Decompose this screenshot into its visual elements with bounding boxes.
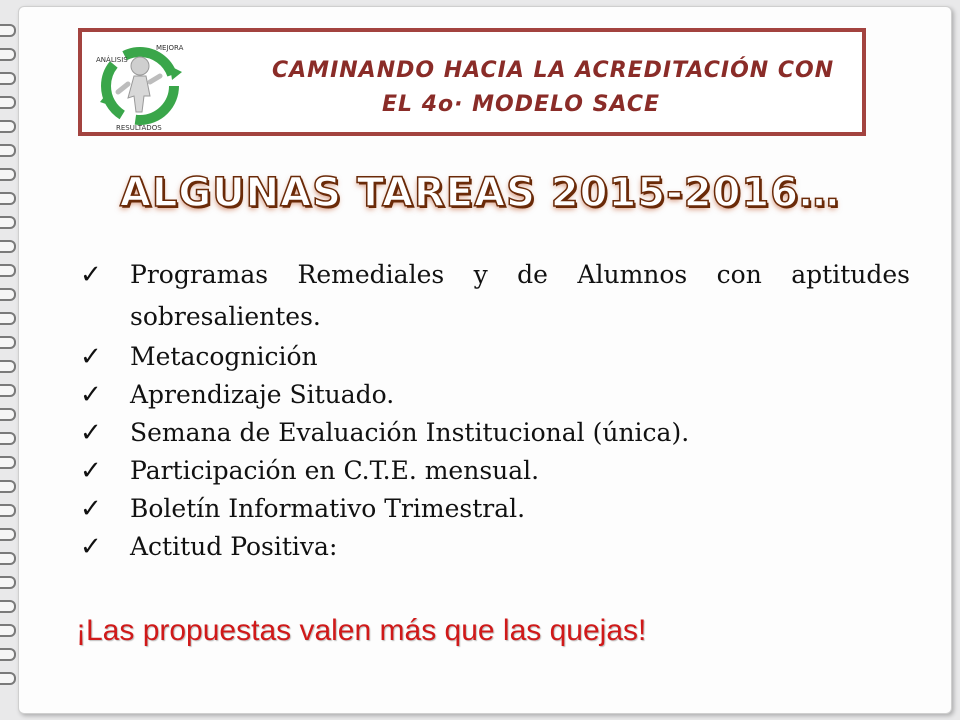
banner-title-line1: CAMINANDO HACIA LA ACREDITACIÓN CON [272,58,835,83]
list-item-text: Metacognición [130,342,318,371]
checkmark-icon: ✓ [80,532,102,562]
checkmark-icon: ✓ [80,494,102,524]
binder-rings [0,0,16,720]
list-item [74,490,910,528]
checkmark-icon: ✓ [80,418,102,448]
list-item-text: Participación en C.T.E. mensual. [130,456,540,485]
list-item-text: Semana de Evaluación Institucional (única). [130,418,690,447]
slide-title: ALGUNAS TAREAS 2015-2016… [119,170,841,216]
checkmark-icon: ✓ [80,260,102,290]
list-item [74,452,910,490]
task-list [74,254,910,566]
list-item-text: Boletín Informativo Trimestral. [130,494,526,523]
logo-word-analisis: ANÁLISIS [96,56,128,64]
checkmark-icon: ✓ [80,380,102,410]
sace-logo-icon [90,36,190,132]
banner-title-line2: EL 4o· MODELO SACE [382,92,660,117]
header-banner [78,28,866,136]
list-item-text: Programas Remediales y de Alumnos con aptitudes sobresalientes. [130,260,910,331]
logo-word-mejora: MEJORA [156,44,184,52]
list-item-text: Aprendizaje Situado. [130,380,395,409]
list-item [74,338,910,376]
list-item [74,376,910,414]
tagline: ¡Las propuestas valen más que las quejas! [76,614,647,647]
checkmark-icon: ✓ [80,456,102,486]
list-item [74,254,910,338]
list-item-text: Actitud Positiva: [130,532,338,561]
logo-word-resultados: RESULTADOS [116,124,162,132]
list-item [74,528,910,566]
checkmark-icon: ✓ [80,342,102,372]
list-item [74,414,910,452]
